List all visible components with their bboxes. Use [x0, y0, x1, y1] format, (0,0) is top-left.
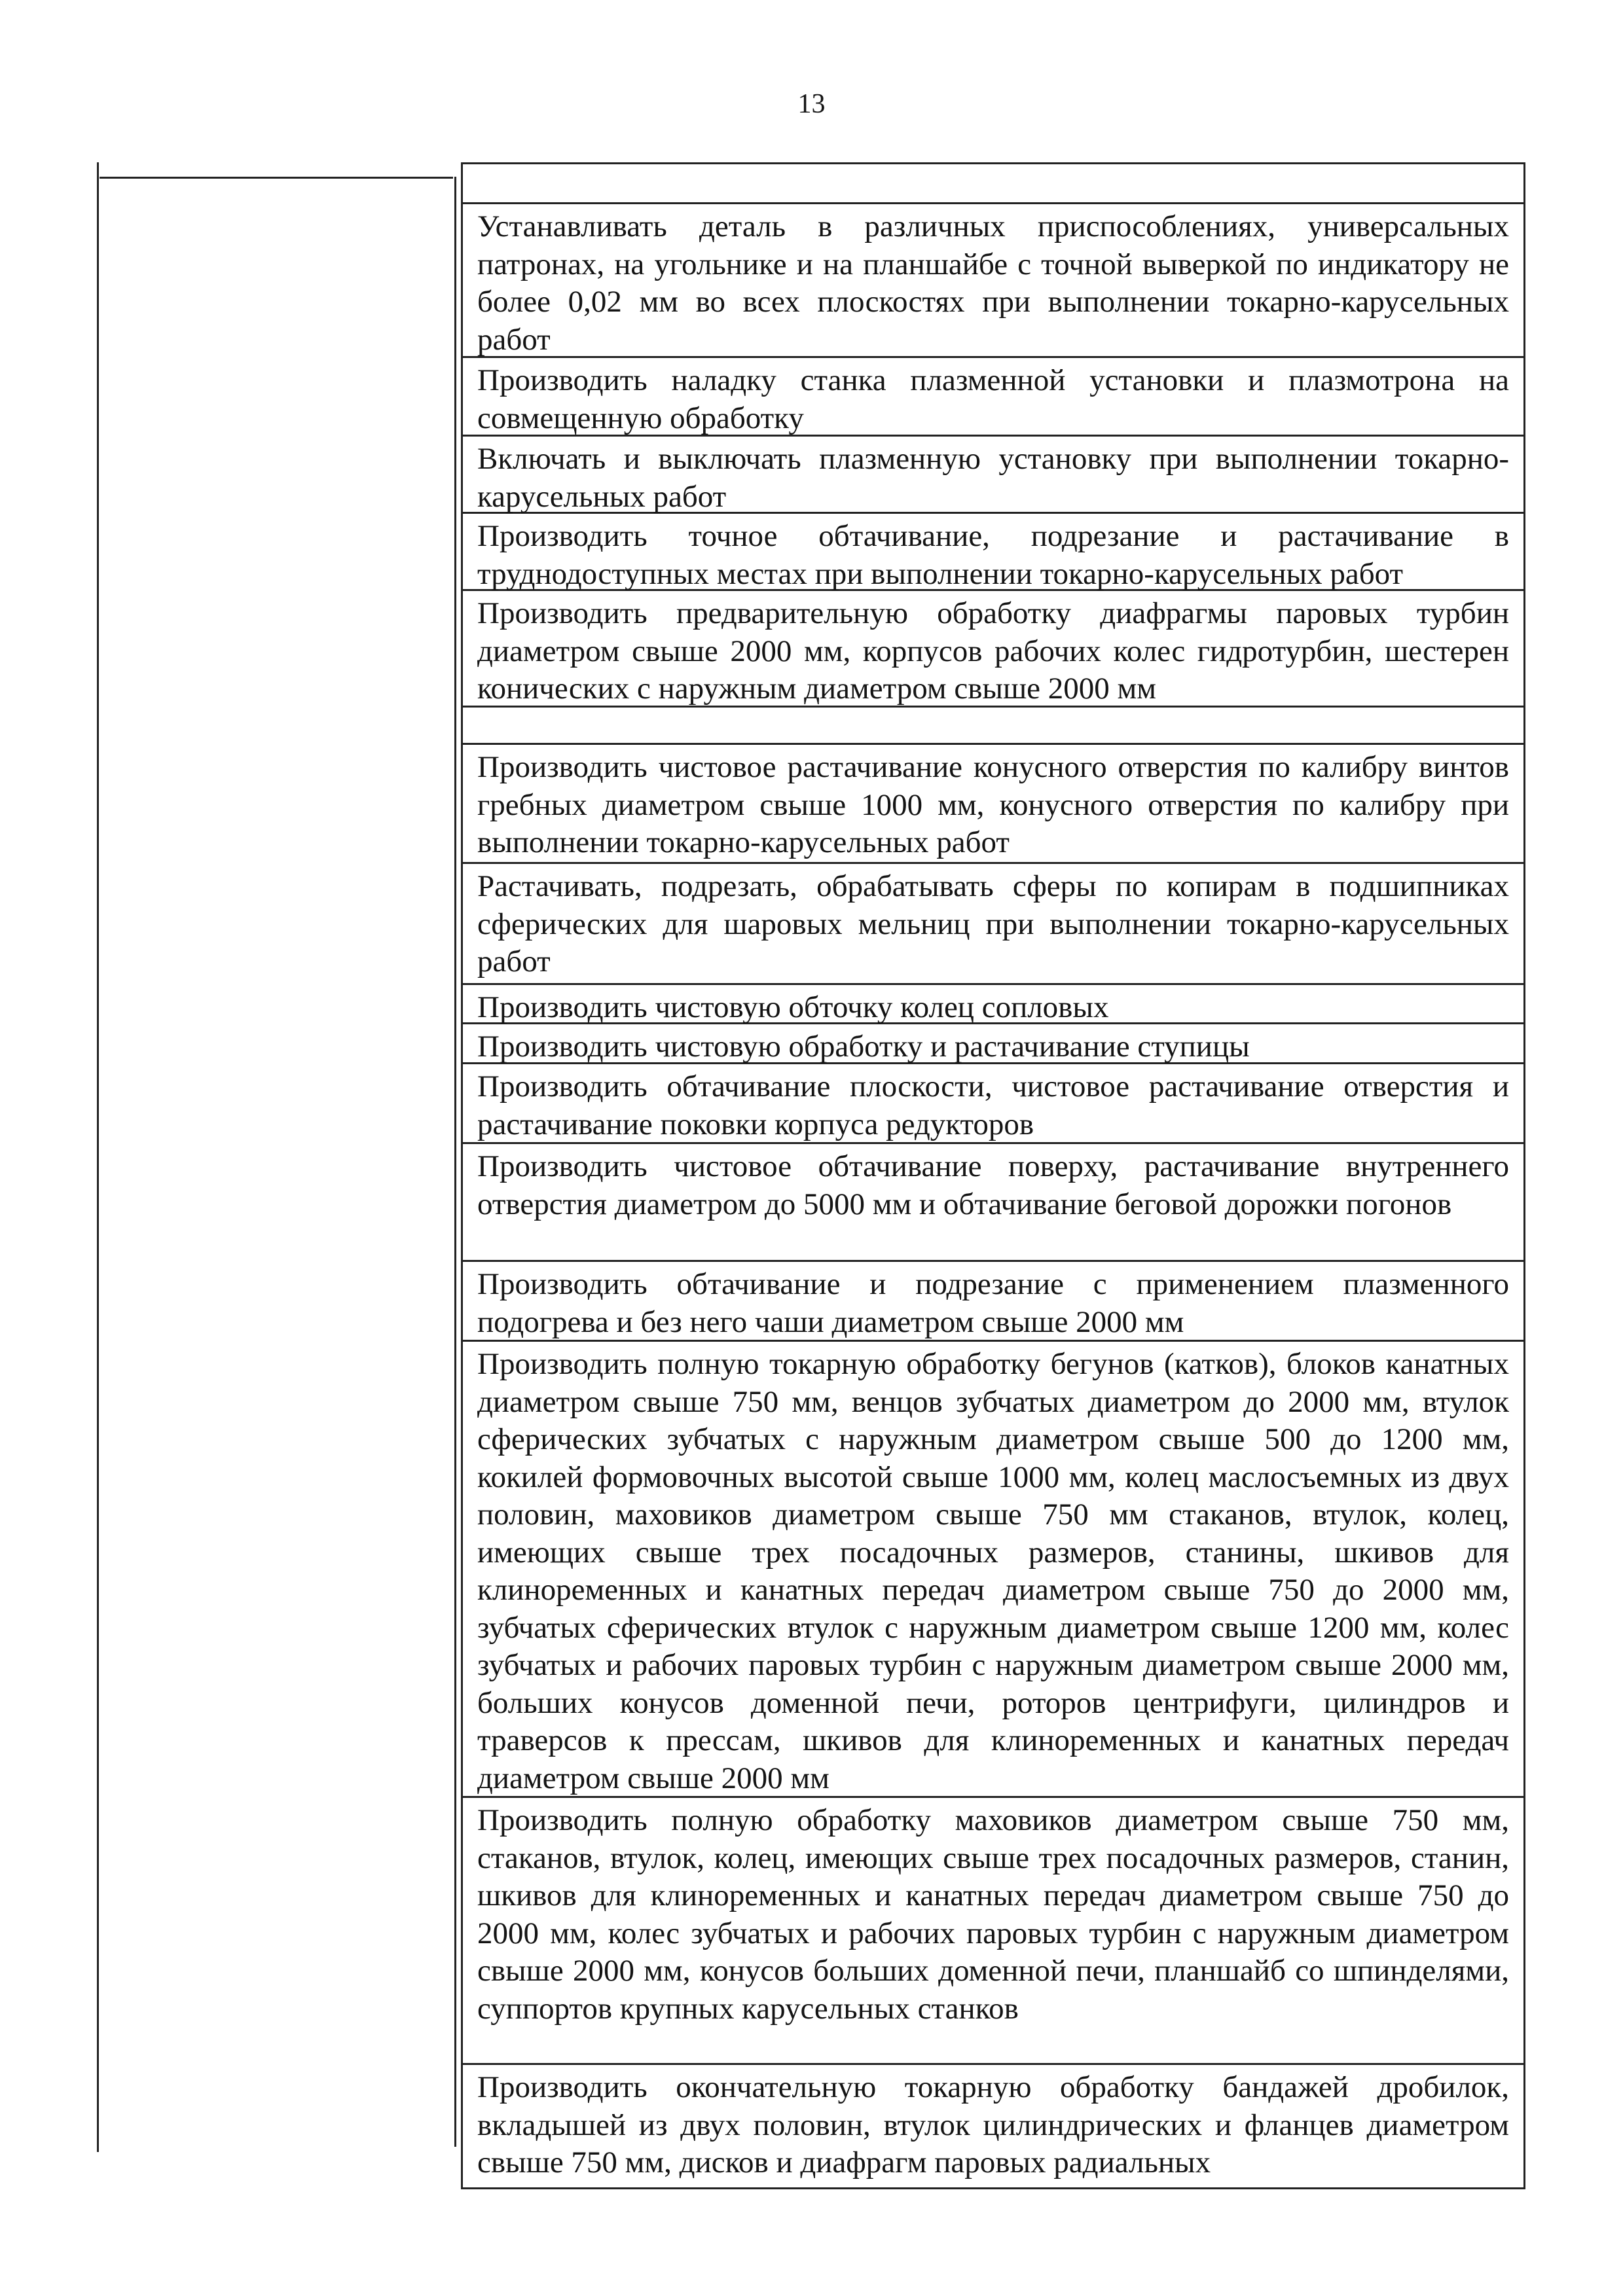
table-row: Производить точное обтачивание, подрезание и растачивание в труднодоступных местах при выполнении токарно-карусельных работ — [463, 514, 1523, 591]
table-row: Производить чистовое растачивание конусного отверстия по калибру винтов гребных диаметром свыше 1000 мм, конусного отверстия по калибру при выполнении токарно-карусельных работ — [463, 745, 1523, 864]
table-row: Производить предварительную обработку диафрагмы паровых турбин диаметром свыше 2000 мм, корпусов рабочих колес гидротурбин, шестерен конических с наружным диаметром свыше 2000 мм — [463, 591, 1523, 708]
left-column-border — [97, 162, 99, 2152]
table-row: Производить обтачивание плоскости, чистовое растачивание отверстия и растачивание поковки корпуса редукторов — [463, 1064, 1523, 1144]
table-row: Производить окончательную токарную обработку бандажей дробилок, вкладышей из двух половин, втулок цилиндрических и фланцев диаметром свыше 750 мм, дисков и диафрагм паровых радиальных — [463, 2065, 1523, 2189]
table-row: Производить чистовую обточку колец сопловых — [463, 985, 1523, 1024]
table-row: Производить полную токарную обработку бегунов (катков), блоков канатных диаметром свыше 750 мм, венцов зубчатых диаметром до 2000 мм, втулок сферических зубчатых с наружным диаметром свыше 500 до 1200 мм, кокилей формовочных высотой свыше 1000 мм, колец маслосъемных из двух половин, маховиков диаметром свыше 750 мм стаканов, втулок, колец, имеющих свыше трех посадочных размеров, станины, шкивов для клиноременных и канатных передач диаметром свыше 750 до 2000 мм, зубчатых сферических втулок с наружным диаметром свыше 1200 мм, колес зубчатых и рабочих паровых турбин с наружным диаметром свыше 2000 мм, больших конусов доменной печи, роторов центрифуги, цилиндров и траверсов к прессам, шкивов для клиноременных и канатных передач диаметром свыше 2000 мм — [463, 1342, 1523, 1798]
table-row: Растачивать, подрезать, обрабатывать сферы по копирам в подшипниках сферических для шаровых мельниц при выполнении токарно-карусельных работ — [463, 864, 1523, 985]
table-row: Включать и выключать плазменную установку при выполнении токарно-карусельных работ — [463, 437, 1523, 514]
labor-actions-table — [461, 162, 1525, 2189]
table-row: Производить полную обработку маховиков диаметром свыше 750 мм, стаканов, втулок, колец, имеющих свыше трех посадочных размеров, станин, шкивов для клиноременных и канатных передач диаметром свыше 750 до 2000 мм, колес зубчатых и рабочих паровых турбин с наружным диаметром свыше 2000 мм, конусов больших доменной печи, планшайб со шпинделями, суппортов крупных карусельных станков — [463, 1798, 1523, 2065]
table-row: Производить наладку станка плазменной установки и плазмотрона на совмещенную обработку — [463, 358, 1523, 437]
table-row: Производить чистовую обработку и растачивание ступицы — [463, 1024, 1523, 1064]
table-row: Устанавливать деталь в различных приспособлениях, универсальных патронах, на угольнике и на планшайбе с точной выверкой по индикатору не более 0,02 мм во всех плоскостях при выполнении токарно-карусельных работ — [463, 204, 1523, 358]
table-row: Производить чистовое обтачивание поверху, растачивание внутреннего отверстия диаметром до 5000 мм и обтачивание беговой дорожки погонов — [463, 1144, 1523, 1262]
page-number: 13 — [797, 89, 826, 119]
table-row — [463, 162, 1523, 204]
left-column-top-border — [100, 177, 453, 179]
column-divider — [454, 177, 456, 2147]
table-row — [463, 708, 1523, 745]
table-row: Производить обтачивание и подрезание с применением плазменного подогрева и без него чаши диаметром свыше 2000 мм — [463, 1262, 1523, 1342]
